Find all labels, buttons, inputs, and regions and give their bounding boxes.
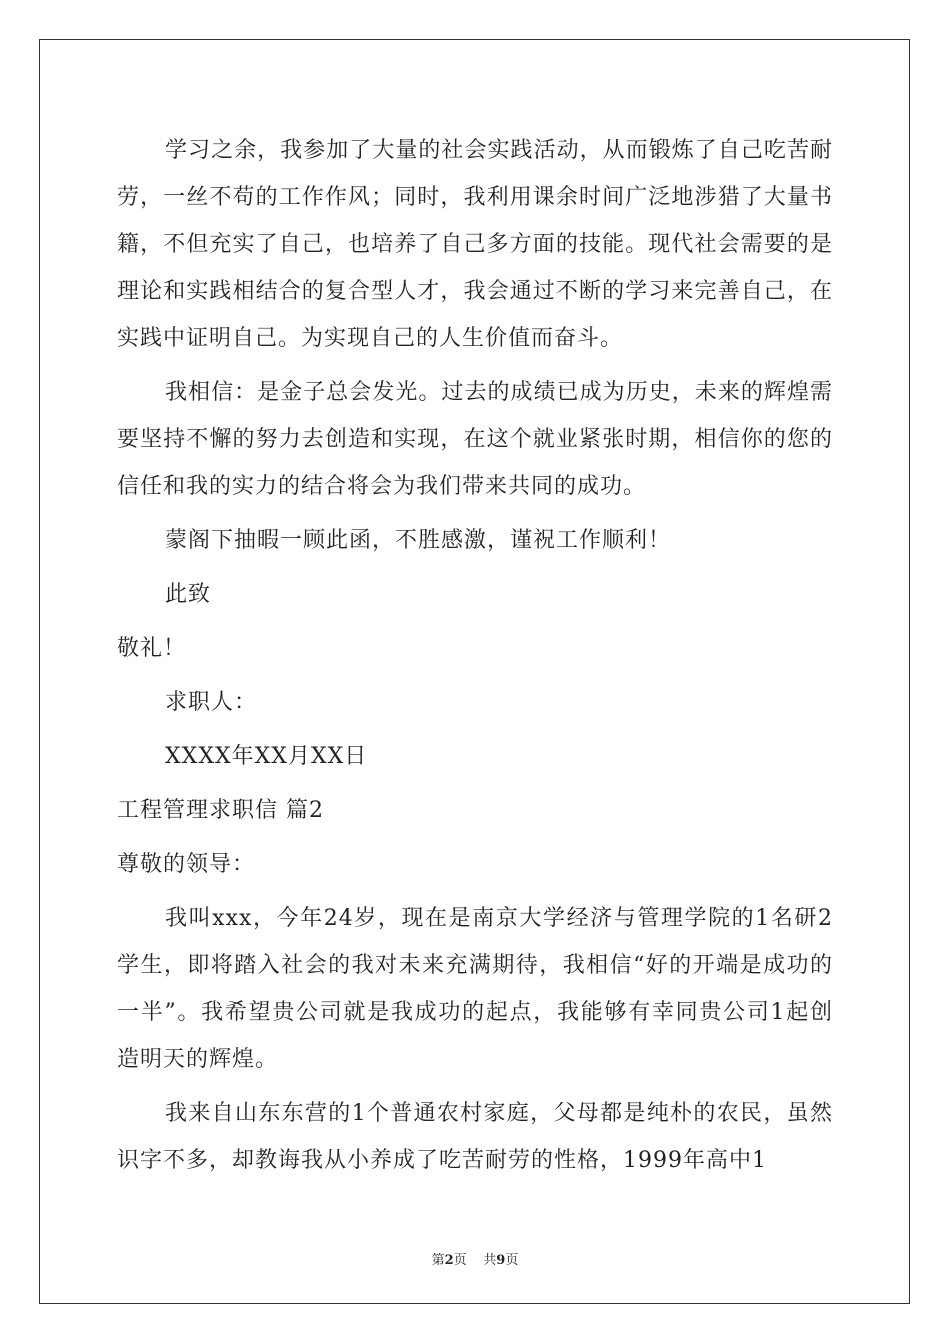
- paragraph-background: 我来自山东东营的1个普通农村家庭，父母都是纯朴的农民，虽然识字不多，却教诲我从小养成了吃苦耐劳的性格，1999年高中1: [117, 1101, 833, 1173]
- total-pages: 9: [496, 1253, 506, 1268]
- date-line: XXXX年XX月XX日: [165, 744, 368, 769]
- greeting: 尊敬的领导：: [117, 852, 256, 877]
- applicant-label: 求职人：: [165, 690, 258, 715]
- section-title: 工程管理求职信 篇2: [117, 798, 324, 823]
- total-prefix: 共: [483, 1253, 497, 1268]
- page-footer: [0, 1249, 950, 1268]
- paragraph-introduction: 我叫xxx，今年24岁，现在是南京大学经济与管理学院的1名研2学生，即将踏入社会的我对未来充满期待，我相信“好的开端是成功的一半”。我希望贵公司就是我成功的起点，我能够有幸同贵公司1起创造明天的辉煌。: [117, 906, 833, 1072]
- closing-salutation: 此致: [165, 582, 212, 607]
- paragraph-thanks: 蒙阁下抽暇一顾此函，不胜感激，谨祝工作顺利！: [165, 528, 672, 553]
- closing-regards: 敬礼！: [117, 636, 187, 661]
- total-suffix: 页: [505, 1253, 519, 1268]
- paragraph-practice: 学习之余，我参加了大量的社会实践活动，从而锻炼了自己吃苦耐劳，一丝不苟的工作作风；同时，我利用课余时间广泛地涉猎了大量书籍，不但充实了自己，也培养了自己多方面的技能。现代社会需要的是理论和实践相结合的复合型人才，我会通过不断的学习来完善自己，在实践中证明自己。为实现自己的人生价值而奋斗。: [117, 138, 833, 351]
- page-prefix: 第: [431, 1253, 445, 1268]
- paragraph-belief: 我相信：是金子总会发光。过去的成绩已成为历史，未来的辉煌需要坚持不懈的努力去创造和实现，在这个就业紧张时期，相信你的您的信任和我的实力的结合将会为我们带来共同的成功。: [117, 380, 833, 499]
- document-body: [117, 127, 833, 1184]
- page-number: 2: [444, 1253, 454, 1268]
- page-suffix: 页: [453, 1253, 467, 1268]
